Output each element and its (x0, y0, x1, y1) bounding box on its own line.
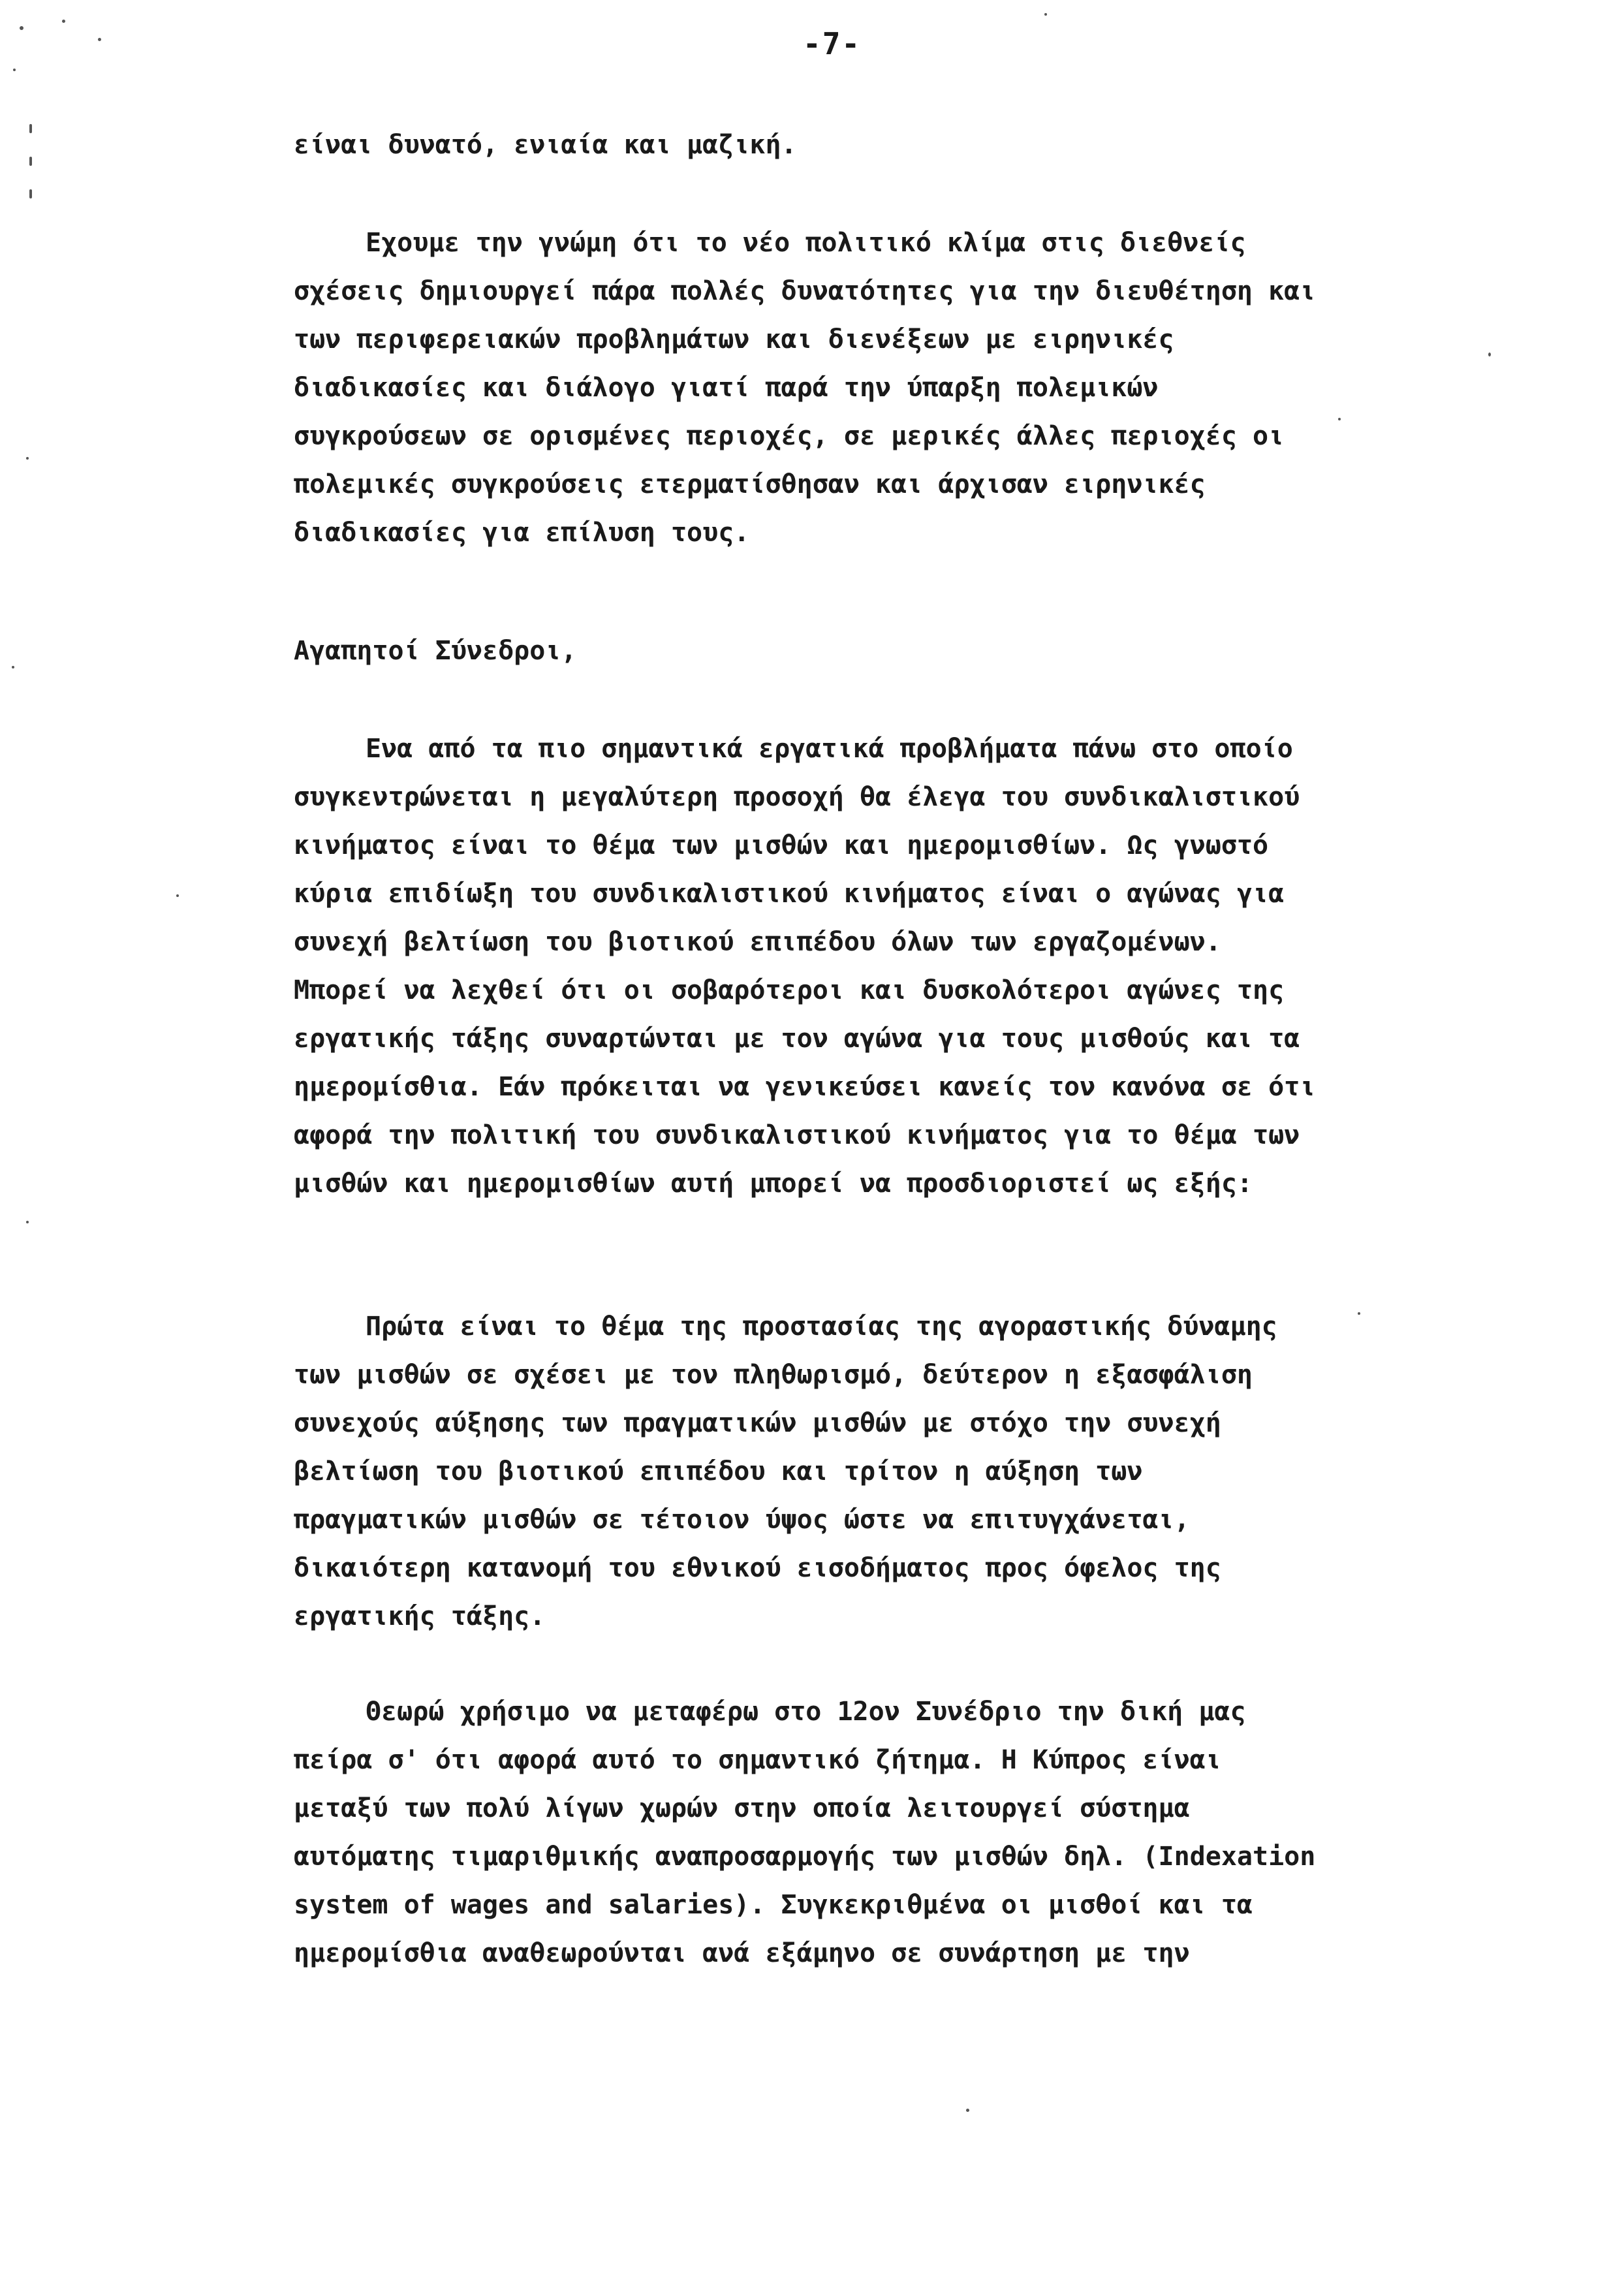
text-line: πολεμικές συγκρούσεις ετερματίσθησαν και άρχισαν ειρηνικές (294, 469, 1206, 499)
text-line: συγκρούσεων σε ορισμένες περιοχές, σε μερικές άλλες περιοχές οι (294, 421, 1285, 451)
text-line: συνεχούς αύξησης των πραγματικών μισθών με στόχο την συνεχή (294, 1408, 1221, 1438)
text-line: αφορά την πολιτική του συνδικαλιστικού κινήματος για το θέμα των (294, 1120, 1300, 1150)
text-line: system of wages and salaries). Συγκεκριθμένα οι μισθοί και τα (294, 1890, 1253, 1920)
text-line: δικαιότερη κατανομή του εθνικού εισοδήματος προς όφελος της (294, 1553, 1221, 1583)
text-line: εργατικής τάξης συναρτώνται με τον αγώνα για τους μισθούς και τα (294, 1024, 1300, 1054)
text-line: διαδικασίες για επίλυση τους. (294, 518, 750, 548)
paragraph-1 (294, 219, 1403, 557)
text-line: Θεωρώ χρήσιμο να μεταφέρω στο 12ον Συνέδριο την δική μας (366, 1697, 1246, 1727)
scan-speck (1338, 418, 1341, 420)
text-line: μισθών και ημερομισθίων αυτή μπορεί να προσδιοριστεί ως εξής: (294, 1169, 1253, 1199)
scan-speck (62, 20, 65, 23)
scan-speck (12, 666, 14, 668)
scan-speck (13, 69, 16, 71)
text-line: εργατικής τάξης. (294, 1601, 546, 1631)
text-line: κύρια επιδίωξη του συνδικαλιστικού κινήματος είναι ο αγώνας για (294, 879, 1285, 909)
text-line: των μισθών σε σχέσει με τον πληθωρισμό, δεύτερον η εξασφάλιση (294, 1360, 1253, 1390)
page-number: -7- (803, 26, 862, 61)
scan-speck (29, 124, 32, 133)
text-line: ημερομίσθια αναθεωρούνται ανά εξάμηνο σε συνάρτηση με την (294, 1938, 1190, 1968)
paragraph-2 (294, 725, 1403, 1208)
text-line: είναι δυνατό, ενιαία και μαζική. (294, 130, 797, 160)
salutation-block (294, 627, 1403, 675)
text-line: μεταξύ των πολύ λίγων χωρών στην οποία λειτουργεί σύστημα (294, 1793, 1190, 1823)
scan-speck (1044, 13, 1047, 16)
text-line: κινήματος είναι το θέμα των μισθών και ημερομισθίων. Ως γνωστό (294, 830, 1269, 860)
text-line: βελτίωση του βιοτικού επιπέδου και τρίτον η αύξηση των (294, 1456, 1143, 1486)
intro-line-block (294, 121, 1403, 169)
paragraph-3 (294, 1302, 1403, 1641)
scan-speck (1488, 353, 1491, 356)
text-line: Εχουμε την γνώμη ότι το νέο πολιτικό κλίμα στις διεθνείς (366, 228, 1246, 258)
text-line: συγκεντρώνεται η μεγαλύτερη προσοχή θα έλεγα του συνδικαλιστικού (294, 782, 1300, 812)
text-line: αυτόματης τιμαριθμικής αναπροσαρμογής των μισθών δηλ. (Indexation (294, 1842, 1316, 1872)
salutation: Αγαπητοί Σύνεδροι, (294, 636, 577, 666)
scan-speck (26, 1221, 29, 1223)
text-line: Πρώτα είναι το θέμα της προστασίας της αγοραστικής δύναμης (366, 1312, 1277, 1342)
text-line: ημερομίσθια. Εάν πρόκειται να γενικεύσει κανείς τον κανόνα σε ότι (294, 1072, 1316, 1102)
scan-speck (1358, 1312, 1360, 1315)
scan-speck (29, 189, 32, 198)
text-line: διαδικασίες και διάλογο γιατί παρά την ύπαρξη πολεμικών (294, 373, 1159, 403)
text-line: Μπορεί να λεχθεί ότι οι σοβαρότεροι και δυσκολότεροι αγώνες της (294, 975, 1285, 1005)
text-line: σχέσεις δημιουργεί πάρα πολλές δυνατότητες για την διευθέτηση και (294, 276, 1316, 306)
scan-speck (98, 38, 101, 41)
text-line: πραγματικών μισθών σε τέτοιον ύψος ώστε να επιτυγχάνεται, (294, 1505, 1190, 1535)
scan-speck (26, 457, 29, 460)
text-line: των περιφερειακών προβλημάτων και διενέξεων με ειρηνικές (294, 324, 1174, 354)
paragraph-4 (294, 1688, 1403, 1977)
scan-speck (966, 2109, 969, 2112)
scan-speck (20, 26, 23, 30)
text-line: Ενα από τα πιο σημαντικά εργατικά προβλήματα πάνω στο οποίο (366, 734, 1293, 764)
scan-speck (29, 157, 32, 166)
scan-speck (176, 894, 179, 897)
text-line: πείρα σ' ότι αφορά αυτό το σημαντικό ζήτημα. Η Κύπρος είναι (294, 1745, 1221, 1775)
text-line: συνεχή βελτίωση του βιοτικού επιπέδου όλων των εργαζομένων. (294, 927, 1221, 957)
